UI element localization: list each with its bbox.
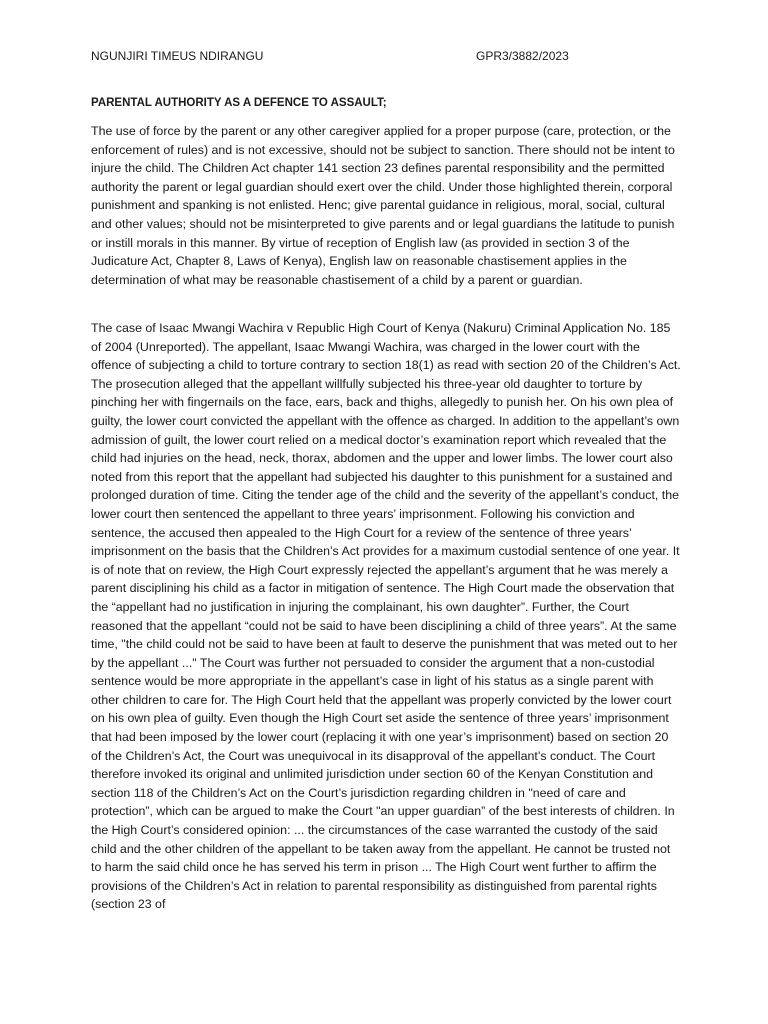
author-name: NGUNJIRI TIMEUS NDIRANGU xyxy=(91,49,264,63)
paragraph-case: The case of Isaac Mwangi Wachira v Republic High Court of Kenya (Nakuru) Criminal Application No. 185 of 2004 (Unreported). The appellant, Isaac Mwangi Wachira, was charged in the lower court with the offence of subjecting a child to torture contrary to section 18(1) as read with section 20 of the Children’s Act. The prosecution alleged that the appellant willfully subjected his three-year old daughter to torture by pinching her with fingernails on the face, ears, back and thighs, allegedly to punish her. On his own plea of guilty, the lower court convicted the appellant with the offence as charged. In addition to the appellant’s own admission of guilt, the lower court relied on a medical doctor’s examination report which revealed that the child had injuries on the head, neck, thorax, abdomen and the upper and lower limbs. The lower court also noted from this report that the appellant had subjected his daughter to this punishment for a sustained and prolonged duration of time. Citing the tender age of the child and the severity of the appellant’s conduct, the lower court then sentenced the appellant to three years’ imprisonment. Following his conviction and sentence, the accused then appealed to the High Court for a review of the sentence of three years’ imprisonment on the basis that the Children’s Act provides for a maximum custodial sentence of one year. It is of note that on review, the High Court expressly rejected the appellant’s argument that he was merely a parent disciplining his child as a factor in mitigation of sentence. The High Court made the observation that the “appellant had no justification in injuring the complainant, his own daughter”. Further, the Court reasoned that the appellant “could not be said to have been disciplining a child of three years”. At the same time, "the child could not be said to have been at fault to deserve the punishment that was meted out to her by the appellant ..." The Court was further not persuaded to consider the argument that a non-custodial sentence would be more appropriate in the appellant’s case in light of his status as a single parent with other children to care for. The High Court held that the appellant was properly convicted by the lower court on his own plea of guilty. Even though the High Court set aside the sentence of three years’ imprisonment that had been imposed by the lower court (replacing it with one year’s imprisonment) based on section 20 of the Children’s Act, the Court was unequivocal in its disapproval of the appellant’s conduct. The Court therefore invoked its original and unlimited jurisdiction under section 60 of the Kenyan Constitution and section 118 of the Children’s Act on the Court’s jurisdiction regarding children in "need of care and protection”, which can be argued to make the Court "an upper guardian” of the best interests of children. In the High Court’s considered opinion: ... the circumstances of the case warranted the custody of the said child and the other children of the appellant to be taken away from the appellant. He cannot be trusted not to harm the said child once he has served his term in prison ... The High Court went further to affirm the provisions of the Children’s Act in relation to parental responsibility as distinguished from parental rights (section 23 of xyxy=(91,321,681,912)
document-title: PARENTAL AUTHORITY AS A DEFENCE TO ASSAULT; xyxy=(91,97,387,109)
registration-number: GPR3/3882/2023 xyxy=(476,49,569,63)
paragraph-intro: The use of force by the parent or any other caregiver applied for a proper purpose (care, protection, or the enforcement of rules) and is not excessive, should not be subject to sanction. There should not be intent to injure the child. The Children Act chapter 141 section 23 defines parental responsibility and the permitted authority the parent or legal guardian should exert over the child. Under those highlighted therein, corporal punishment and spanking is not enlisted. Henc; give parental guidance in religious, moral, social, cultural and other values; should not be misinterpreted to give parents and or legal guardians the latitude to punish or instill morals in this manner. By virtue of reception of English law (as provided in section 3 of the Judicature Act, Chapter 8, Laws of Kenya), English law on reasonable chastisement applies in the determination of what may be reasonable chastisement of a child by a parent or guardian. xyxy=(91,124,675,287)
